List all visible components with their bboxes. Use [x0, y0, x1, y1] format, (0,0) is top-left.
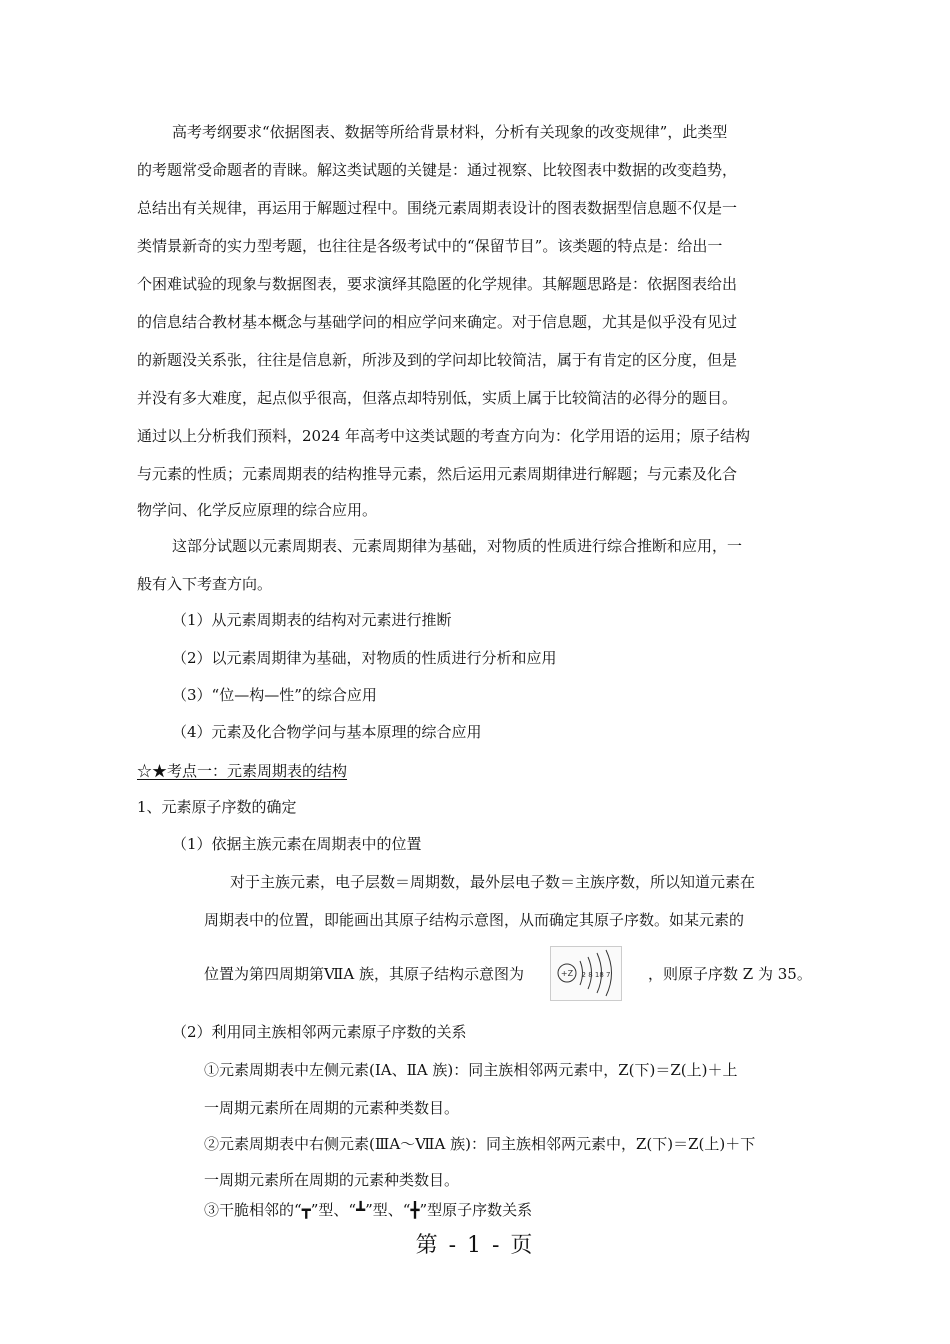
- body-text: [204, 1200, 532, 1220]
- text-fragment: ”型、“: [365, 1201, 411, 1219]
- body-text: ②元素周期表中右侧元素(ⅢA～ⅦA 族)：同主族相邻两元素中，Z(下)＝Z(上)＋下: [204, 1135, 756, 1153]
- cross-shape-icon: ╋: [410, 1201, 420, 1219]
- paragraph-line: 并没有多大难度，起点似乎很高，但落点却特别低，实质上属于比较简洁的必得分的题目。: [137, 389, 738, 407]
- paragraph-line: 总结出有关规律，再运用于解题过程中。围绕元素周期表设计的图表数据型信息题不仅是一: [137, 199, 738, 217]
- paragraph-line: 高考考纲要求“依据图表、数据等所给背景材料，分析有关现象的改变规律”，此类型: [172, 123, 728, 141]
- text-fragment: ”型原子序数关系: [419, 1201, 533, 1219]
- subsection-item: （1）依据主族元素在周期表中的位置: [172, 835, 422, 853]
- subsection-title: 1、元素原子序数的确定: [137, 798, 297, 816]
- list-item: （2）以元素周期律为基础，对物质的性质进行分析和应用: [172, 649, 557, 667]
- body-text: 位置为第四周期第ⅦA 族，其原子结构示意图为: [204, 965, 524, 983]
- paragraph-line: 类情景新奇的实力型考题，也往往是各级考试中的“保留节目”。该类题的特点是：给出一: [137, 237, 723, 255]
- body-text: 一周期元素所在周期的元素种类数目。: [204, 1171, 460, 1189]
- paragraph-line: 个困难试验的现象与数据图表，要求演绎其隐匿的化学规律。其解题思路是：依据图表给出: [137, 275, 738, 293]
- body-text: ，则原子序数 Z 为 35。: [648, 965, 812, 983]
- paragraph-line: 的考题常受命题者的青睐。解这类试题的关键是：通过视察、比较图表中数据的改变趋势，: [137, 161, 738, 179]
- section-heading: ☆★考点一：元素周期表的结构: [137, 762, 348, 780]
- page-footer: 第 - 1 - 页: [415, 1233, 535, 1258]
- body-text: 对于主族元素，电子层数＝周期数，最外层电子数＝主族序数，所以知道元素在: [230, 873, 756, 891]
- inverted-t-shape-icon: ┻: [356, 1201, 366, 1219]
- list-item: （4）元素及化合物学问与基本原理的综合应用: [172, 723, 482, 741]
- paragraph-line: 的信息结合教材基本概念与基础学问的相应学问来确定。对于信息题，尤其是似乎没有见过: [137, 313, 738, 331]
- list-item: （3）“位—构—性”的综合应用: [172, 686, 377, 704]
- atom-nucleus-label: +Z: [560, 969, 574, 978]
- text-fragment: ”型、“: [310, 1201, 357, 1219]
- body-text: 一周期元素所在周期的元素种类数目。: [204, 1099, 460, 1117]
- paragraph-line: 与元素的性质；元素周期表的结构推导元素，然后运用元素周期律进行解题；与元素及化合: [137, 465, 738, 483]
- paragraph-line: 这部分试题以元素周期表、元素周期律为基础，对物质的性质进行综合推断和应用，一: [172, 537, 743, 555]
- text-fragment: ③干脆相邻的“: [204, 1201, 302, 1219]
- body-text: ①元素周期表中左侧元素(ⅠA、ⅡA 族)：同主族相邻两元素中，Z(下)＝Z(上)＋上: [204, 1061, 738, 1079]
- list-item: （1）从元素周期表的结构对元素进行推断: [172, 611, 452, 629]
- body-text: 周期表中的位置，即能画出其原子结构示意图，从而确定其原子序数。如某元素的: [204, 911, 745, 929]
- atom-structure-diagram: [550, 946, 622, 1001]
- paragraph-line: 般有入下考查方向。: [137, 575, 273, 593]
- atom-shell-label: 2 8 18 7: [581, 971, 611, 979]
- paragraph-line: 物学问、化学反应原理的综合应用。: [137, 501, 378, 519]
- paragraph-line: 的新题没关系张，往往是信息新，所涉及到的学问却比较简洁，属于有肯定的区分度，但是: [137, 351, 738, 369]
- paragraph-line: 通过以上分析我们预料，2024 年高考中这类试题的考查方向为：化学用语的运用；原子结构: [137, 427, 750, 445]
- subsection-item: （2）利用同主族相邻两元素原子序数的关系: [172, 1023, 467, 1041]
- t-shape-icon: ┳: [301, 1201, 311, 1219]
